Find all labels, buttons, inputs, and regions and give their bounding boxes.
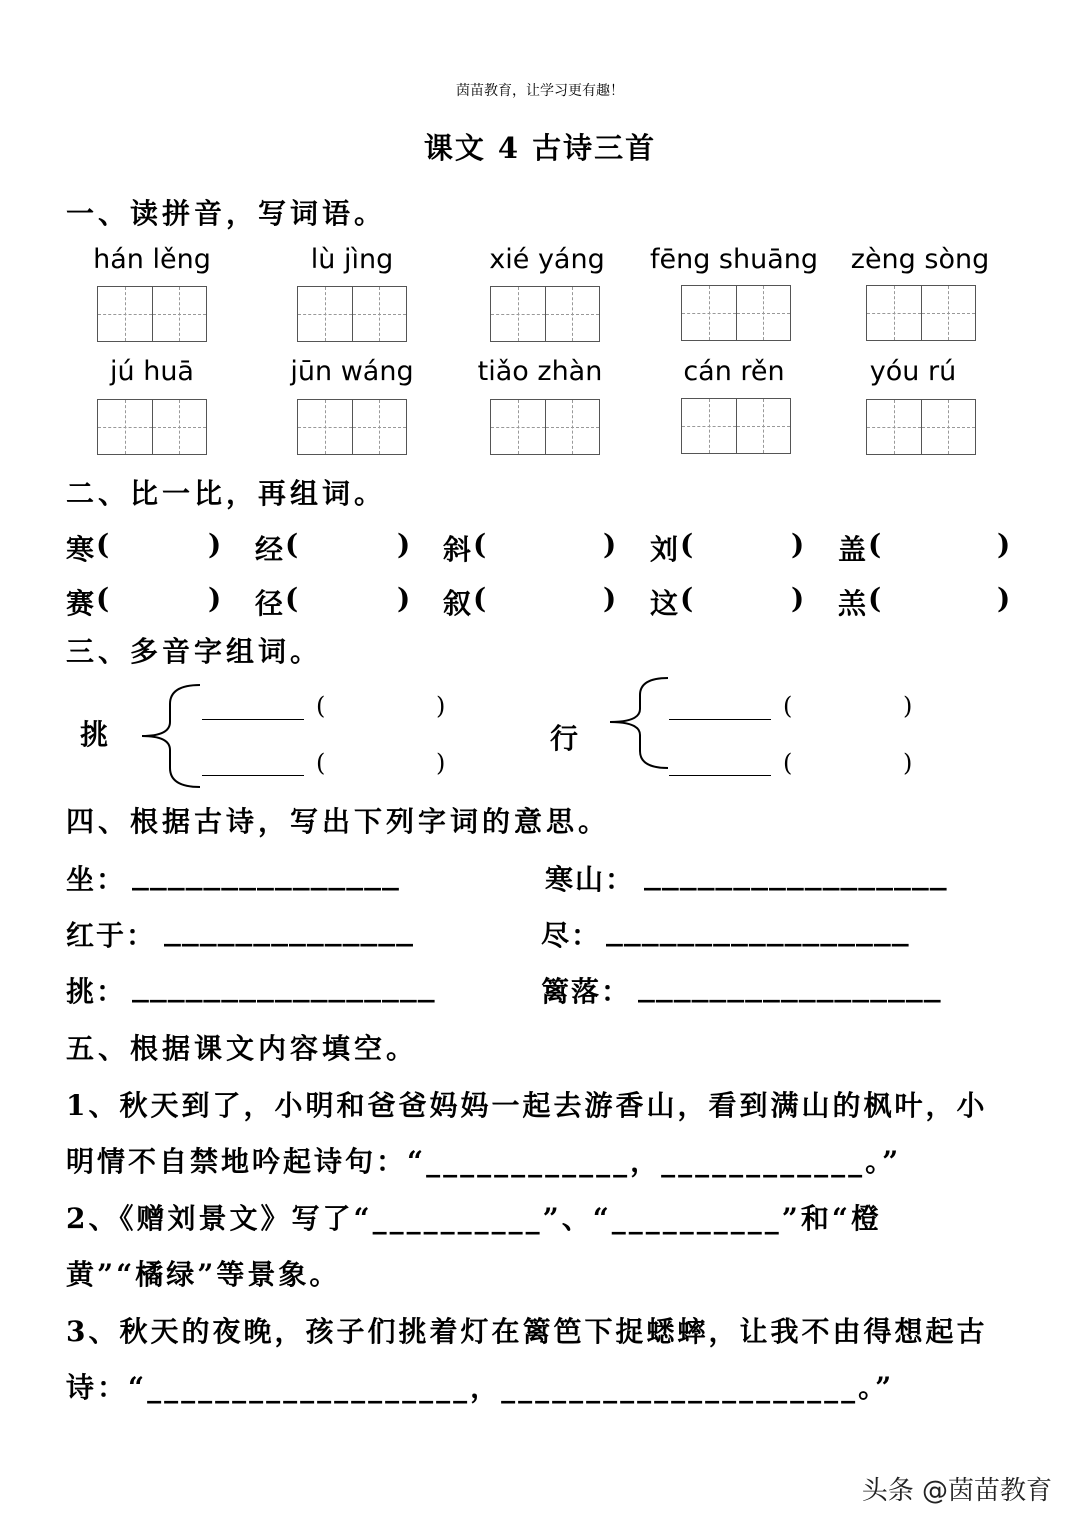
open-paren: ( xyxy=(316,692,326,720)
term-label: 篱落： xyxy=(541,975,632,1008)
pinyin-label: lù jìng xyxy=(310,244,394,275)
compare-char: 这 xyxy=(650,587,679,620)
fill-paragraph-line[interactable]: 诗：“___________________，_____________________。” xyxy=(66,1371,895,1404)
close-paren: ) xyxy=(997,582,1011,615)
answer-blank[interactable]: _________________ xyxy=(644,858,948,891)
close-paren: ) xyxy=(603,528,617,561)
writing-grid[interactable] xyxy=(866,399,976,455)
term-label: 坐： xyxy=(66,863,127,896)
answer-line[interactable] xyxy=(202,719,304,720)
compare-char: 叙 xyxy=(443,587,472,620)
term-label: 尽： xyxy=(541,919,602,952)
pinyin-label: hán lěng xyxy=(93,244,211,275)
page-title: 课文 4 古诗三首 xyxy=(423,131,657,165)
close-paren: ) xyxy=(791,582,805,615)
close-paren: ) xyxy=(903,692,913,720)
close-paren: ) xyxy=(436,692,446,720)
compare-char: 羔 xyxy=(838,587,867,620)
section-5-heading: 五、根据课文内容填空。 xyxy=(66,1032,419,1065)
pinyin-label: jú huā xyxy=(110,356,194,387)
open-paren: ( xyxy=(783,692,793,720)
pinyin-label: fēng shuāng xyxy=(649,244,819,275)
answer-blank[interactable]: _______________ xyxy=(132,858,400,891)
answer-blank[interactable]: _________________ xyxy=(132,970,436,1003)
pinyin-label: cán rěn xyxy=(683,356,785,387)
writing-grid[interactable] xyxy=(297,286,407,342)
fill-paragraph-line: 1、秋天到了，小明和爸爸妈妈一起去游香山，看到满山的枫叶，小 xyxy=(66,1089,988,1122)
term-label: 寒山： xyxy=(545,863,636,896)
answer-blank[interactable]: ______________ xyxy=(164,914,415,947)
writing-grid[interactable] xyxy=(681,285,791,341)
open-paren: ( xyxy=(285,528,299,561)
fill-paragraph-line[interactable]: 2、《赠刘景文》写了“__________”、“__________”和“橙 xyxy=(66,1202,883,1235)
pinyin-label: jūn wáng xyxy=(290,356,414,387)
pinyin-label: zèng sòng xyxy=(850,244,990,275)
writing-grid[interactable] xyxy=(490,399,600,455)
curly-brace-icon xyxy=(606,675,672,771)
open-paren: ( xyxy=(868,582,882,615)
fill-paragraph-line: 3、秋天的夜晚，孩子们挑着灯在篱笆下捉蟋蟀，让我不由得想起古 xyxy=(66,1315,988,1348)
answer-line[interactable] xyxy=(202,775,304,776)
compare-char: 径 xyxy=(255,587,284,620)
compare-char: 盖 xyxy=(838,533,867,566)
compare-char: 赛 xyxy=(66,587,95,620)
polyphone-char: 挑 xyxy=(80,718,109,751)
compare-char: 经 xyxy=(255,533,284,566)
answer-blank[interactable]: _________________ xyxy=(606,914,910,947)
pinyin-label: tiǎo zhàn xyxy=(477,356,603,387)
compare-char: 刘 xyxy=(650,533,679,566)
pinyin-label: xié yáng xyxy=(489,244,605,275)
close-paren: ) xyxy=(397,582,411,615)
close-paren: ) xyxy=(397,528,411,561)
section-1-heading: 一、读拼音，写词语。 xyxy=(66,197,387,230)
open-paren: ( xyxy=(680,582,694,615)
open-paren: ( xyxy=(285,582,299,615)
close-paren: ) xyxy=(208,582,222,615)
open-paren: ( xyxy=(473,528,487,561)
answer-blank[interactable]: _________________ xyxy=(638,970,942,1003)
compare-char: 斜 xyxy=(443,533,472,566)
curly-brace-icon xyxy=(138,682,204,790)
section-4-heading: 四、根据古诗，写出下列字词的意思。 xyxy=(66,805,611,838)
close-paren: ) xyxy=(903,749,913,777)
open-paren: ( xyxy=(316,749,326,777)
section-3-heading: 三、多音字组词。 xyxy=(66,635,323,668)
fill-paragraph-line: 黄”“橘绿”等景象。 xyxy=(66,1258,341,1291)
compare-char: 寒 xyxy=(66,533,95,566)
writing-grid[interactable] xyxy=(681,398,791,454)
writing-grid[interactable] xyxy=(97,399,207,455)
open-paren: ( xyxy=(783,749,793,777)
watermark: 头条 @茵苗教育 xyxy=(861,1476,1052,1506)
open-paren: ( xyxy=(96,582,110,615)
close-paren: ) xyxy=(208,528,222,561)
term-label: 红于： xyxy=(66,919,157,952)
writing-grid[interactable] xyxy=(97,286,207,342)
answer-line[interactable] xyxy=(669,719,771,720)
open-paren: ( xyxy=(473,582,487,615)
close-paren: ) xyxy=(791,528,805,561)
writing-grid[interactable] xyxy=(866,285,976,341)
open-paren: ( xyxy=(96,528,110,561)
term-label: 挑： xyxy=(66,975,127,1008)
writing-grid[interactable] xyxy=(297,399,407,455)
open-paren: ( xyxy=(868,528,882,561)
answer-line[interactable] xyxy=(669,775,771,776)
open-paren: ( xyxy=(680,528,694,561)
close-paren: ) xyxy=(603,582,617,615)
close-paren: ) xyxy=(436,749,446,777)
close-paren: ) xyxy=(997,528,1011,561)
header-note: 茵苗教育，让学习更有趣！ xyxy=(456,83,624,99)
section-2-heading: 二、比一比，再组词。 xyxy=(66,477,387,510)
writing-grid[interactable] xyxy=(490,286,600,342)
polyphone-char: 行 xyxy=(550,722,579,755)
fill-paragraph-line[interactable]: 明情不自禁地吟起诗句：“____________，____________。” xyxy=(66,1145,902,1178)
pinyin-label: yóu rú xyxy=(869,356,957,387)
